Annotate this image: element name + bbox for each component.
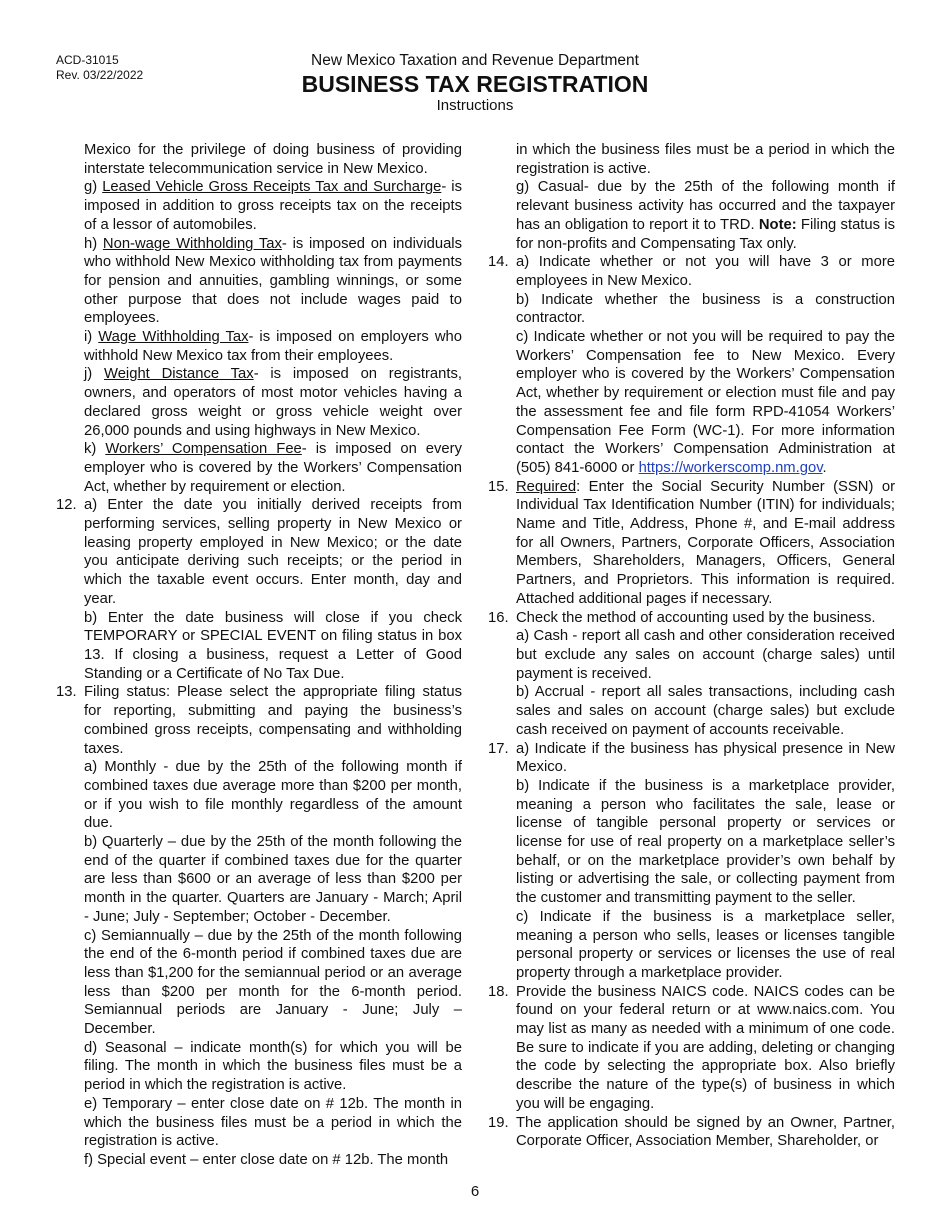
item-number: 19.	[488, 1114, 509, 1131]
item-13-intro: Filing status: Please select the appropriate filing status for reporting, submitting and paying the business’s combined gross receipts, compensating and withholding taxes.	[84, 684, 462, 757]
item-number: 18.	[488, 983, 509, 1000]
note-label: Note:	[758, 216, 797, 233]
item-number: 16.	[488, 609, 509, 626]
item-14	[488, 253, 895, 477]
item-number: 14.	[488, 254, 509, 271]
item-number: 17.	[488, 740, 509, 757]
item-19-text: The application should be signed by an Owner, Partner, Corporate Officer, Association Member, Shareholder, or	[516, 1114, 895, 1150]
item-17	[488, 740, 895, 983]
item-15-text: Required: Enter the Social Security Number (SSN) or Individual Tax Identification Number (ITIN) for individuals; Name and Title, Address, Phone #, and E-mail address for all Owners, Partners, Corporate Officers, Association Members, Shareholders, Managers, Officers, General Partners, and Proprietors. This information is required. Attached additional pages if necessary.	[516, 478, 895, 607]
item-13	[56, 683, 462, 1169]
agency-name: New Mexico Taxation and Revenue Department	[311, 52, 639, 69]
item-12-b: b) Enter the date business will close if you check TEMPORARY or SPECIAL EVENT on filing status in box 13. If closing a business, request a Letter of Good Standing or a Certificate of No Tax Due.	[84, 609, 462, 682]
item-14-c: c) Indicate whether or not you will be required to pay the Workers’ Compensation fee to New Mexico. Every employer who is covered by the Workers’ Compensation Act, whether by requirement or election must file and pay the assessment fee and file form RPD-41054 Workers’ Compensation Fee Form (WC-1). For more information contact the Workers’ Compensation Administration at (505) 841-6000 or https://workerscomp.nm.gov.	[516, 329, 895, 476]
item-17-c: c) Indicate if the business is a marketplace seller, meaning a person who sells, leases or licenses tangible personal property or services or licenses the use of real property through a marketplace provider.	[516, 908, 895, 981]
item-19	[488, 1114, 895, 1151]
item-13-c: c) Semiannually – due by the 25th of the month following the end of the 6-month period if combined taxes due are less than $1,200 for the semiannual period or an average less than $200 per month for the 6-month period. Semiannual periods are January - June; July – December.	[84, 927, 462, 1038]
item-15	[488, 478, 895, 609]
term-wage-withholding: Wage Withholding Tax	[98, 329, 249, 346]
item-12	[56, 496, 462, 683]
item-16-intro: Check the method of accounting used by the business.	[516, 609, 876, 626]
item-13-e: e) Temporary – enter close date on # 12b. The month in which the business files must be a period in which the registration is active.	[84, 1095, 462, 1150]
item-number: 13.	[56, 684, 77, 701]
item-12-a: a) Enter the date you initially derived receipts from performing services, selling property in New Mexico or leasing property employed in New Mexico; or the date you anticipate deriving such receipts; or the period in which the taxable event occurs. Enter month, day and year.	[84, 497, 462, 607]
item-13-b: b) Quarterly – due by the 25th of the month following the end of the quarter if combined taxes due for the quarter are less than $600 or an average of less than $200 per month in the quarter. Quarters are January - March; April - June; July - September; October - December.	[84, 834, 462, 925]
subitem-h: h) Non-wage Withholding Tax- is imposed on individuals who withhold New Mexico withholding tax from payments for pension and annuities, gambling winnings, or some other purpose that does not include wages paid to employees.	[84, 235, 462, 327]
intro-continuation: Mexico for the privilege of doing business of providing interstate telecommunication service in New Mexico.	[84, 142, 462, 177]
item-number: 15.	[488, 478, 509, 495]
item-13-a: a) Monthly - due by the 25th of the following month if combined taxes due average more than $200 per month, or if you wish to file monthly regardless of the amount due.	[84, 759, 462, 832]
item-16-b: b) Accrual - report all sales transactions, including cash sales and sales on account (charge sales) but exclude cash received on payment of accounts receivable.	[516, 684, 895, 738]
revision-date: Rev. 03/22/2022	[56, 68, 144, 82]
subitem-j: j) Weight Distance Tax- is imposed on registrants, owners, and operators of most motor vehicles having a declared gross weight or gross vehicle weight over 26,000 pounds and using highways in New Mexico.	[84, 366, 463, 439]
filing-continuation: in which the business files must be a period in which the registration is active.	[516, 142, 895, 177]
term-required: Required	[516, 478, 577, 495]
page-number: 6	[470, 1183, 480, 1200]
item-16-a: a) Cash - report all cash and other consideration received but exclude any sales on account (charge sales) until payment is received.	[516, 628, 895, 682]
right-column	[488, 141, 895, 1151]
item-13-g: g) Casual- due by the 25th of the following month if relevant business activity has occurred and the taxpayer has an obligation to report it to TRD. Note: Filing status is for non-profits and Compensating Tax only.	[516, 179, 895, 252]
item-18-text: Provide the business NAICS code. NAICS codes can be found on your federal return or at www.naics.com. You may list as many as needed with a minimum of one code. Be sure to indicate if you are adding, deleting or changing the code by selecting the appropriate box. Also briefly describe the nature of the type(s) of business in which you will be engaging.	[516, 983, 895, 1112]
page-title: BUSINESS TAX REGISTRATION	[301, 71, 649, 97]
item-14-a: a) Indicate whether or not you will have 3 or more employees in New Mexico.	[516, 254, 895, 289]
item-number: 12.	[56, 497, 77, 514]
subitem-i: i) Wage Withholding Tax- is imposed on employers who withhold New Mexico tax from their employees.	[84, 329, 463, 364]
term-leased-vehicle: Leased Vehicle Gross Receipts Tax and Surcharge	[102, 179, 442, 196]
term-workers-comp-fee: Workers’ Compensation Fee	[105, 441, 302, 458]
item-17-b: b) Indicate if the business is a marketplace provider, meaning a person who facilitates the sale, lease or license of tangible personal property or services or license for use of real property on a marketplace seller’s behalf, or on the marketplace provider’s own behalf by listing or advertising the sale, or collecting payment from the customer and transmitting payment to the seller.	[516, 777, 895, 907]
item-13-f: f) Special event – enter close date on # 12b. The month	[84, 1151, 449, 1168]
item-14-b: b) Indicate whether the business is a construction contractor.	[516, 291, 895, 327]
item-16	[488, 609, 895, 740]
subitem-k: k) Workers’ Compensation Fee- is imposed on every employer who is covered by the Workers’ Compensation Act, whether by requirement or election.	[84, 441, 462, 495]
term-weight-distance: Weight Distance Tax	[104, 366, 254, 383]
term-non-wage-withholding: Non-wage Withholding Tax	[102, 235, 282, 252]
item-13-d: d) Seasonal – indicate month(s) for which you will be filing. The month in which the business files must be a period in which the registration is active.	[84, 1039, 462, 1094]
item-17-a: a) Indicate if the business has physical presence in New Mexico.	[516, 740, 895, 776]
page-subtitle: Instructions	[436, 97, 514, 114]
left-column	[56, 141, 462, 1170]
form-id: ACD-31015	[56, 53, 119, 67]
subitem-g: g) Leased Vehicle Gross Receipts Tax and Surcharge- is imposed in addition to gross receipts tax on the receipts of a lessor of automobiles.	[84, 179, 462, 233]
item-18	[488, 983, 895, 1114]
workers-comp-link[interactable]: https://workerscomp.nm.gov	[638, 459, 823, 476]
